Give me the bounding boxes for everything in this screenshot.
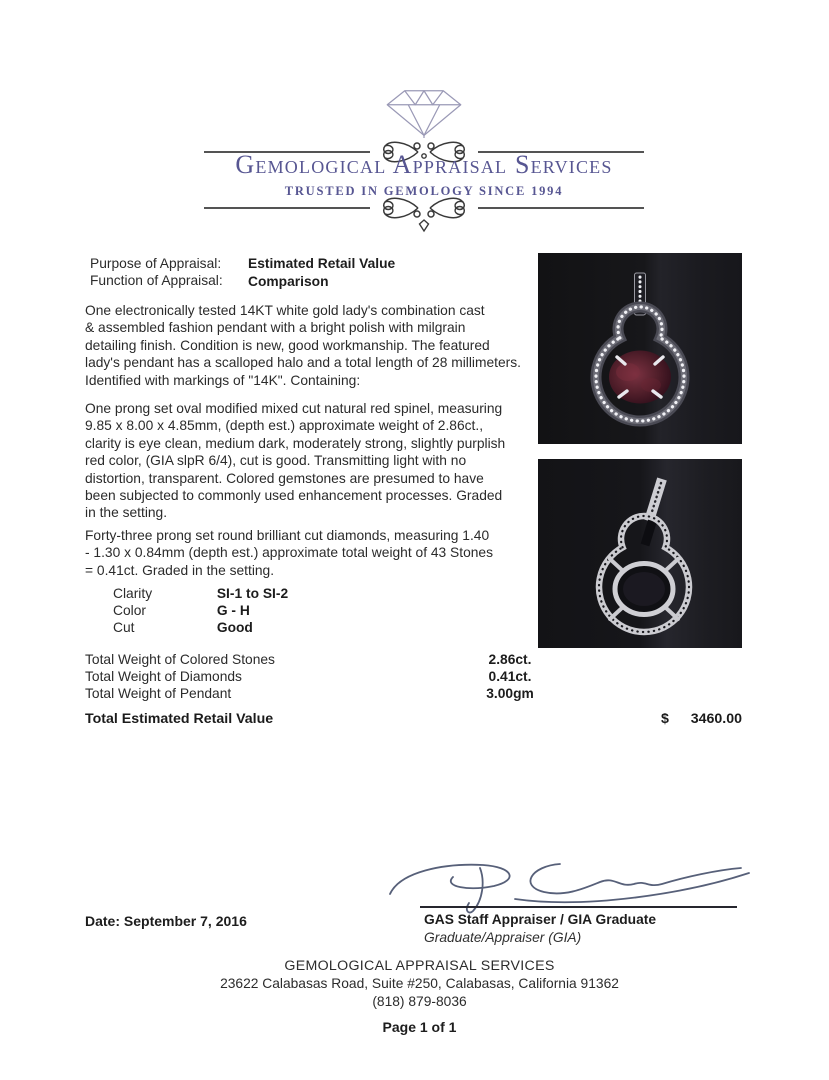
paragraph-line: One prong set oval modified mixed cut natural red spinel, measuring [85, 401, 503, 416]
company-tagline: TRUSTED IN GEMOLOGY SINCE 1994 [284, 184, 564, 198]
total-diamonds-label: Total Weight of Diamonds [85, 669, 242, 684]
paragraph-line: 9.85 x 8.00 x 4.85mm, (depth est.) approximate weight of 2.86ct., [85, 418, 484, 434]
currency-symbol: $ [661, 711, 669, 727]
paragraph-line: red color, (GIA slpR 6/4), cut is good. Transmitting light with no [85, 453, 467, 469]
paragraph-line: been subjected to commonly used enhancement processes. Graded [85, 488, 503, 504]
paragraph-line: detailing finish. Condition is new, good workmanship. The featured [85, 337, 490, 353]
grade-label: Cut [113, 619, 135, 635]
footer-phone: (818) 879-8036 [372, 994, 467, 1009]
description-paragraph-1 [85, 302, 521, 389]
paragraph-line: Forty-three prong set round brilliant cut diamonds, measuring 1.40 [85, 528, 490, 543]
paragraph-line: & assembled fashion pendant with a bright polish with milgrain [85, 320, 466, 336]
signer-title: GAS Staff Appraiser / GIA Graduate [424, 912, 657, 927]
paragraph-line: Identified with markings of "14K". Containing: [85, 372, 361, 388]
grade-value: SI-1 to SI-2 [216, 586, 289, 601]
header-divider-bottom [204, 196, 644, 234]
total-diamonds-value: 0.41ct. [488, 669, 532, 684]
purpose-label: Purpose of Appraisal: [90, 256, 222, 271]
total-colored-stones-label: Total Weight of Colored Stones [85, 652, 275, 667]
grade-value: Good [216, 619, 253, 635]
function-label: Function of Appraisal: [90, 273, 223, 288]
footer-company-name: GEMOLOGICAL APPRAISAL SERVICES [284, 958, 555, 974]
appraisal-date: Date: September 7, 2016 [85, 913, 247, 929]
grade-value: G - H [216, 602, 250, 618]
retail-value-amount [661, 711, 742, 727]
purpose-value: Estimated Retail Value [248, 256, 396, 271]
pendant-front-photo [538, 253, 742, 444]
total-colored-stones-value: 2.86ct. [488, 652, 532, 667]
description-paragraph-3 [85, 527, 493, 579]
amount: 3460.00 [690, 711, 742, 727]
grade-row-clarity [113, 586, 288, 603]
signer-subtitle: Graduate/Appraiser (GIA) [424, 930, 582, 945]
paragraph-line: clarity is eye clean, medium dark, moderately strong, slightly purplish [85, 435, 506, 451]
paragraph-line: lady's pendant has a scalloped halo and a total length of 28 millimeters. [85, 355, 521, 371]
company-title: Gemological Appraisal Services [235, 150, 613, 179]
grade-row-cut [113, 620, 288, 637]
paragraph-line: One electronically tested 14KT white gold lady's combination cast [85, 303, 485, 318]
function-value: Comparison [248, 274, 329, 289]
description-paragraph-2 [85, 400, 505, 522]
diamond-grades-table [113, 586, 288, 636]
paragraph-line: - 1.30 x 0.84mm (depth est.) approximate total weight of 43 Stones [85, 545, 493, 561]
paragraph-line: in the setting. [85, 505, 168, 521]
grade-label: Clarity [113, 586, 153, 601]
retail-value-label: Total Estimated Retail Value [85, 711, 274, 727]
signature-line [420, 906, 737, 908]
pendant-back-photo [538, 459, 742, 648]
page-number: Page 1 of 1 [382, 1019, 457, 1035]
total-pendant-value: 3.00gm [486, 686, 534, 701]
paragraph-line: = 0.41ct. Graded in the setting. [85, 562, 275, 578]
diamond-logo-icon [382, 82, 466, 138]
handwritten-signature [385, 856, 755, 918]
grade-row-color [113, 603, 288, 620]
grade-label: Color [113, 602, 146, 618]
footer-address: 23622 Calabasas Road, Suite #250, Calabasas, California 91362 [220, 976, 619, 991]
total-pendant-label: Total Weight of Pendant [85, 686, 232, 701]
paragraph-line: distortion, transparent. Colored gemstones are presumed to have [85, 470, 484, 486]
